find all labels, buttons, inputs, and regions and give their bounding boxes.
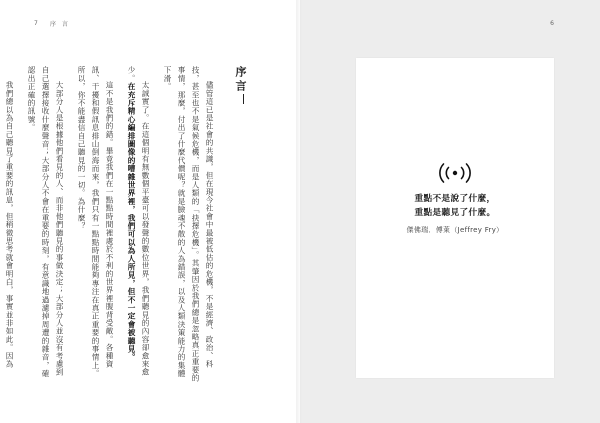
paragraph-text: 這不是我們的錯。畢竟我們在一點點時間裡處於不利的世界裡腹背受敵。各種資訊、干擾和假訊息排山倒海而來，我們只有一點點時間能夠專注在真正重要的事情上。所以，你不能盡信自己聽見的一切。為什麼？ — [77, 66, 114, 378]
paragraph-text: 儘管這已是社會的共識，但在現今社會中最被低估的危機，不是經濟、政治、科技，甚至也不是氣候危機，而是人類的「抉擇危機」。其肇因於我們總是忽略真正重要的事情，那麼，付出了什麼代價呢？就是臉魂不散的人為錯誤，以及人類決策能力的集體下滑。 — [163, 66, 214, 382]
quote-attribution: 傑佛瑞．傅萊（Jeffrey Fry） — [406, 226, 504, 234]
body-paragraph — [2, 66, 16, 384]
body-paragraph — [124, 66, 152, 384]
running-head: 序 言 — [50, 21, 70, 28]
left-page-number: 7 — [34, 20, 38, 27]
chapter-title-rule — [243, 94, 244, 104]
paragraph-text: 我們總以為自己聽見了重要的訊息，但稍微思考就會明白，事實並非如此。因為 — [5, 81, 14, 369]
quote-line-1: 重點不是說了什麼， — [414, 194, 496, 204]
body-text — [5, 66, 216, 384]
body-paragraph — [24, 66, 66, 384]
emphasized-sentence: 在充斥精心編排圖像的嘈雜世界裡，我們可以為人所見，但不一定會被聽見。 — [127, 82, 136, 362]
paragraph-text: 大部分人是根據他們看見的人、而非他們聽見的事做決定；大部分人並沒有考慮到自己選擇接收什麼聲音；大部分人不會在重要的時刻，有意識地過濾掉周遭的雜音，確認出正確的訊號。 — [27, 66, 64, 378]
paragraph-text: 太誠實了。在這個明有無數個平臺可以發聲的數位世界，我們聽見的內容卻愈來愈少。 — [127, 66, 150, 377]
quote-line-2: 重點是聽見了什麼。 — [414, 208, 496, 218]
body-paragraph — [160, 66, 216, 384]
right-page-number: 6 — [550, 20, 554, 27]
book-gutter — [296, 0, 304, 423]
quote-card — [356, 58, 554, 378]
body-paragraph — [74, 66, 116, 384]
chapter-title: 序言 — [234, 66, 247, 94]
broadcast-signal-icon — [430, 162, 480, 184]
